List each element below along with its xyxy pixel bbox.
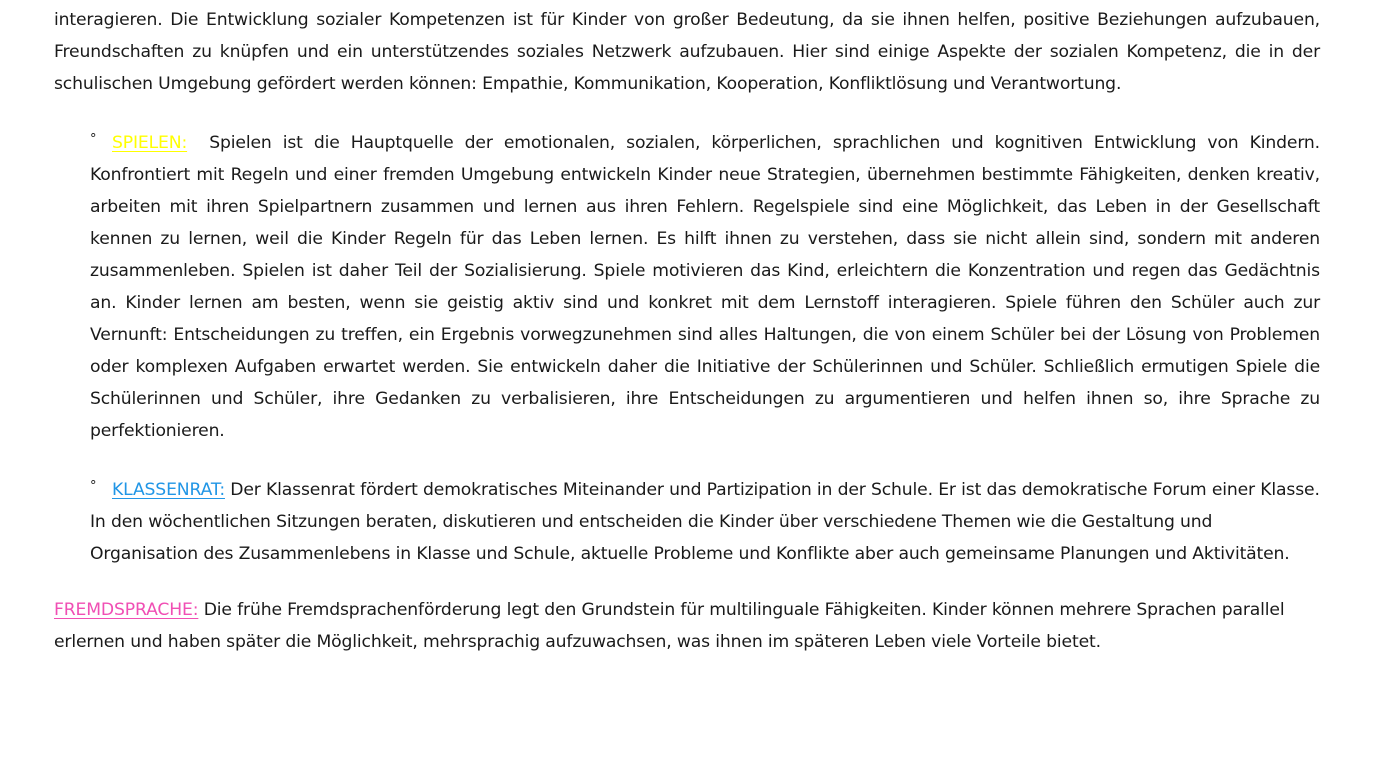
keyword-fremdsprache: FREMDSPRACHE: (54, 600, 199, 620)
document-body (54, 4, 1320, 658)
paragraph-text: Spielen ist die Hauptquelle der emotionalen, sozialen, körperlichen, sprachlichen und kognitiven Entwicklung von Kindern. Konfrontiert mit Regeln und einer fremden Umgebung entwickeln Kinder neue Strategien, übernehmen bestimmte Fähigkeiten, denken kreativ, arbeiten mit ihren Spielpartnern zusammen und lernen aus ihren Fehlern. Regelspiele sind eine Möglichkeit, das Leben in der Gesellschaft kennen zu lernen, weil die Kinder Regeln für das Leben lernen. Es hilft ihnen zu verstehen, dass sie nicht allein sind, sondern mit anderen zusammenleben. Spielen ist daher Teil der Sozialisierung. Spiele motivieren das Kind, erleichtern die Konzentration und regen das Gedächtnis an. Kinder lernen am besten, wenn sie geistig aktiv sind und konkret mit dem Lernstoff interagieren. Spiele führen den Schüler auch zur Vernunft: Entscheidungen zu treffen, ein Ergebnis vorwegzunehmen sind alles Haltungen, die von einem Schüler bei der Lösung von Problemen oder komplexen Aufgaben erwartet werden. Sie entwickeln daher die Initiative der Schülerinnen und Schüler. Schließlich ermutigen Spiele die Schülerinnen und Schüler, ihre Gedanken zu verbalisieren, ihre Entscheidungen zu argumentieren und helfen ihnen so, ihre Sprache zu perfektionieren. (90, 133, 1320, 441)
paragraph-text: interagieren. Die Entwicklung sozialer Kompetenzen ist für Kinder von großer Bedeutung, da sie ihnen helfen, positive Beziehungen aufzubauen, Freundschaften zu knüpfen und ein unterstützendes soziales Netzwerk aufzubauen. Hier sind einige Aspekte der sozialen Kompetenz, die in der schulischen Umgebung gefördert werden können: Empathie, Kommunikation, Kooperation, Konfliktlösung und Verantwortung. (54, 10, 1320, 94)
paragraph-social-competence (54, 4, 1320, 100)
bullet-degree-icon: ° (90, 132, 97, 147)
keyword-spielen: SPIELEN: (112, 133, 188, 153)
paragraph-klassenrat (54, 471, 1320, 570)
paragraph-text: Die frühe Fremdsprachenförderung legt den Grundstein für multilinguale Fähigkeiten. Kinder können mehrere Sprachen parallel erlernen und haben später die Möglichkeit, mehrsprachig aufzuwachsen, was ihnen im späteren Leben viele Vorteile bietet. (54, 600, 1285, 652)
keyword-klassenrat: KLASSENRAT: (112, 480, 225, 500)
bullet-degree-icon: ° (90, 479, 97, 494)
paragraph-text: Der Klassenrat fördert demokratisches Miteinander und Partizipation in der Schule. Er ist das demokratische Forum einer Klasse. In den wöchentlichen Sitzungen beraten, diskutieren und entscheiden die Kinder über verschiedene Themen wie die Gestaltung und Organisation des Zusammenlebens in Klasse und Schule, aktuelle Probleme und Konflikte aber auch gemeinsame Planungen und Aktivitäten. (90, 480, 1320, 564)
paragraph-fremdsprache (54, 594, 1320, 658)
paragraph-spielen (54, 124, 1320, 447)
